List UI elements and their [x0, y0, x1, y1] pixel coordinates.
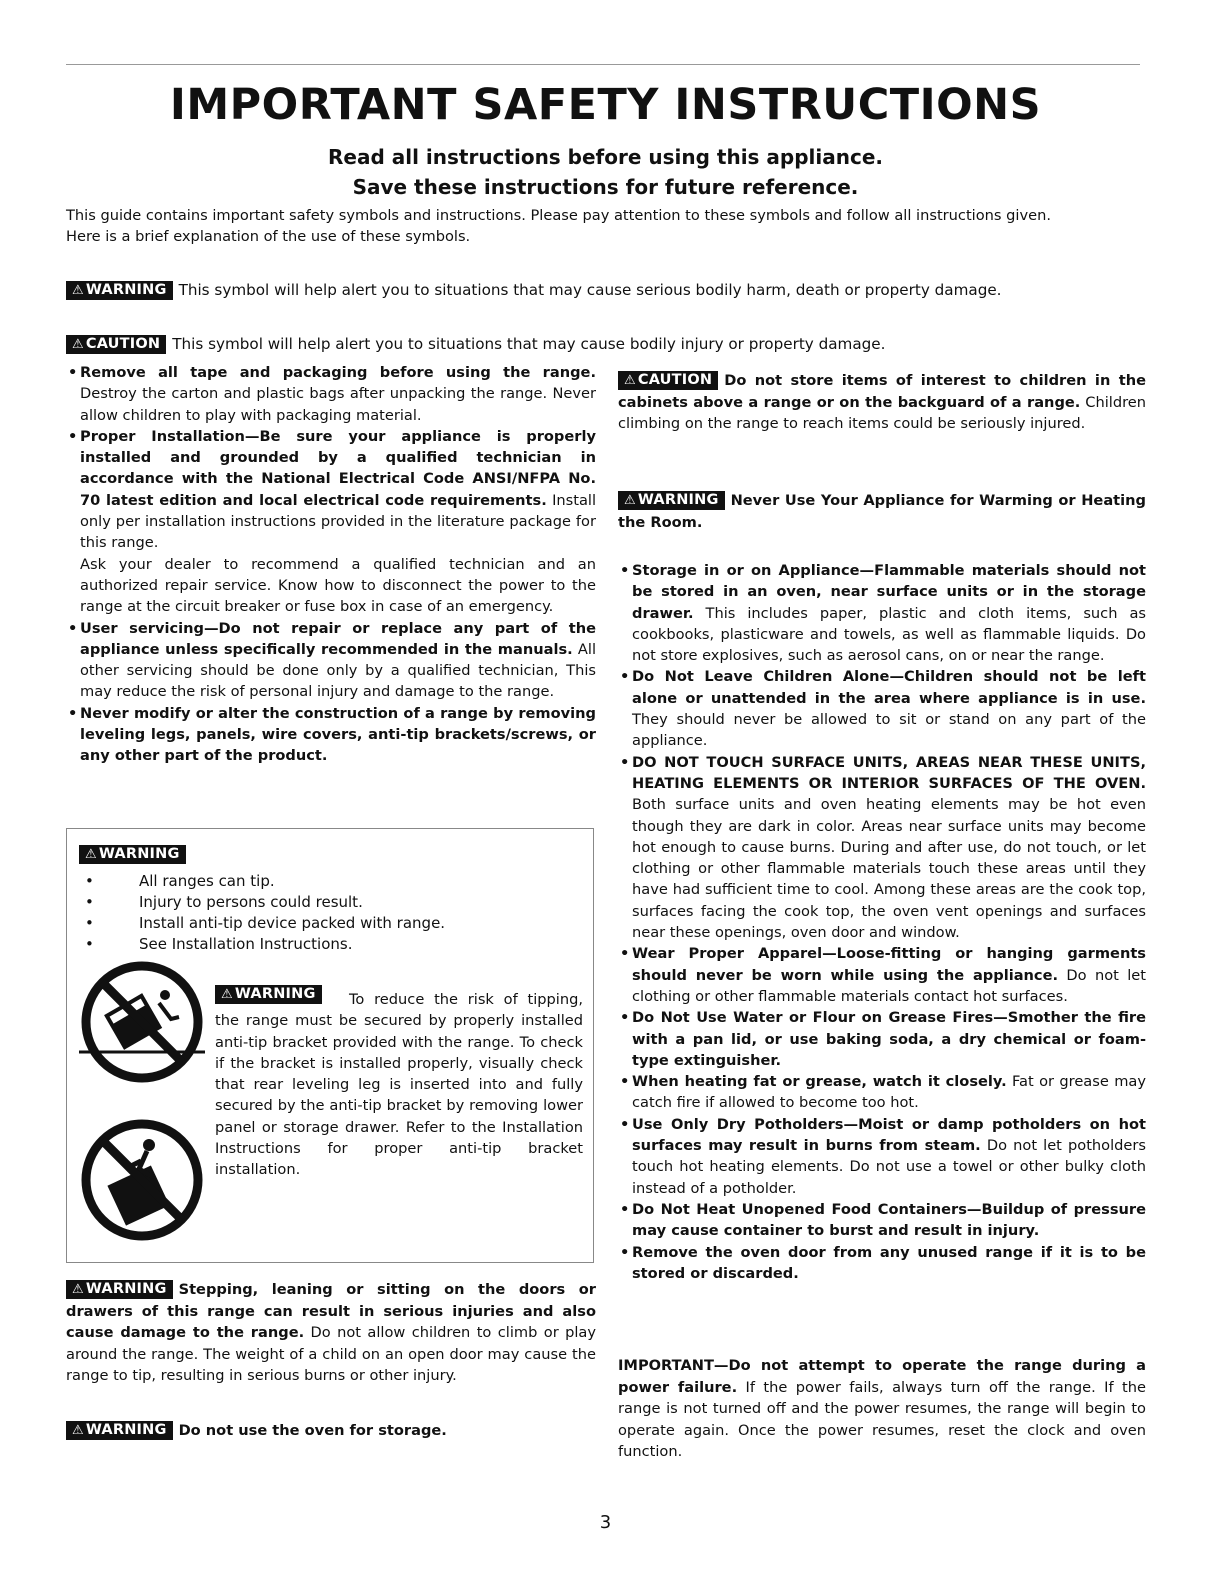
intro: [66, 205, 1151, 247]
list-item: • Storage in or on Appliance—Flammable materials should not be stored in an oven, near surface units or in the storage drawer. This includes paper, plastic and cloth items, such as cookbooks, plasticware and towels, as well as flammable liquids. Do not store explosives, such as aerosol cans, on or near the range.: [618, 560, 1146, 666]
list-item: • Install anti-tip device packed with range.: [83, 913, 445, 934]
anti-tip-instructions: To reduce the risk of tipping, the range must be secured by properly installed anti-tip bracket provided with the range. To check if the bracket is installed properly, visually check that rear leveling leg is inserted into and fully secured by the anti-tip bracket by removing lower panel or storage drawer. Refer to the Installation Instructions for proper anti-tip bracket installation.: [215, 991, 583, 1179]
right-column: [618, 560, 1146, 1284]
warning-badge: ⚠ WARNING: [215, 985, 322, 1004]
warning-triangle-icon: ⚠: [624, 493, 636, 508]
list-item: • Proper Installation—Be sure your appliance is properly installed and grounded by a qualified technician in accordance with the National Electrical Code ANSI/NFPA No. 70 latest edition and local electrical code requirements. Install only per installation instructions provided in the literature package for this range.: [66, 426, 596, 554]
list-item: • Never modify or alter the construction of a range by removing leveling legs, panels, wire covers, anti-tip brackets/screws, or any other part of the product.: [66, 703, 596, 767]
list-item: • User servicing—Do not repair or replace any part of the appliance unless specifically recommended in the manuals. All other servicing should be done only by a qualified technician, This may reduce the risk of personal injury and damage to the range.: [66, 618, 596, 703]
list-item: • Injury to persons could result.: [83, 892, 445, 913]
list-item: • Wear Proper Apparel—Loose-fitting or hanging garments should never be worn while using the appliance. Do not let clothing or other flammable materials contact hot surfaces.: [618, 943, 1146, 1007]
list-item: • Use Only Dry Potholders—Moist or damp potholders on hot surfaces may result in burns from steam. Do not let potholders touch hot heating elements. Do not use a towel or other bulky cloth instead of a potholder.: [618, 1114, 1146, 1199]
warning-triangle-icon: ⚠: [72, 1282, 84, 1297]
caution-badge: ⚠ CAUTION: [66, 335, 166, 354]
heating-warning: ⚠ WARNING Never Use Your Appliance for Warming or Heating the Room.: [618, 492, 1146, 531]
caution-explanation-text: This symbol will help alert you to situations that may cause bodily injury or property damage.: [172, 335, 886, 353]
warning-badge: ⚠ WARNING: [66, 1421, 173, 1440]
warning-badge: ⚠ WARNING: [66, 281, 173, 300]
list-item: • Remove the oven door from any unused range if it is to be stored or discarded.: [618, 1242, 1146, 1285]
list-item: • Do Not Use Water or Flour on Grease Fires—Smother the fire with a pan lid, or use baking soda, a dry chemical or foam-type extinguisher.: [618, 1007, 1146, 1071]
list-item: • Do Not Leave Children Alone—Children should not be left alone or unattended in the area where appliance is in use. They should never be allowed to sit or stand on any part of the appliance.: [618, 666, 1146, 751]
dealer-paragraph: Ask your dealer to recommend a qualified technician and an authorized repair service. Know how to disconnect the power to the range at the circuit breaker or fuse box in case of an emergency.: [80, 555, 596, 616]
right-safety-list: [618, 560, 1146, 1284]
anti-tip-list: [83, 871, 445, 955]
warning-explanation-text: This symbol will help alert you to situations that may cause serious bodily harm, death or property damage.: [178, 281, 1002, 299]
power-failure-notice: IMPORTANT—Do not attempt to operate the range during a power failure. If the power fails, always turn off the range. If the range is not turned off and the power resumes, the range will begin to operate again. Once the power resumes, reset the clock and oven function.: [618, 1357, 1146, 1460]
page-title: IMPORTANT SAFETY INSTRUCTIONS: [169, 80, 1042, 130]
intro-line-2: Here is a brief explanation of the use of these symbols.: [66, 228, 471, 245]
warning-triangle-icon: ⚠: [72, 1423, 84, 1438]
warning-triangle-icon: ⚠: [221, 987, 233, 1002]
children-caution: ⚠ CAUTION Do not store items of interest to children in the cabinets above a range or on the backguard of a range. Children climbing on the range to reach items could be seriously injured.: [618, 372, 1147, 432]
warning-triangle-icon: ⚠: [624, 373, 636, 388]
no-child-climbing-icon: [79, 1117, 205, 1243]
page-number: 3: [599, 1512, 612, 1533]
left-safety-list-2: [66, 618, 596, 767]
warning-triangle-icon: ⚠: [72, 283, 84, 298]
list-item: • DO NOT TOUCH SURFACE UNITS, AREAS NEAR THESE UNITS, HEATING ELEMENTS OR INTERIOR SURFACES OF THE OVEN. Both surface units and oven heating elements may be hot even though they are dark in color. Areas near surface units may become hot enough to cause burns. During and after use, do not touch, or let clothing or other flammable materials touch these areas until they have had sufficient time to cool. Among these areas are the cook top, surfaces facing the cook top, the oven vent openings and surfaces near these openings, oven door and window.: [618, 752, 1146, 944]
top-rule: [66, 64, 1140, 65]
warning-triangle-icon: ⚠: [85, 847, 97, 862]
list-item: • Do Not Heat Unopened Food Containers—Buildup of pressure may cause container to burst and result in injury.: [618, 1199, 1146, 1242]
warning-triangle-icon: ⚠: [72, 337, 84, 352]
no-range-tipping-icon: [79, 959, 205, 1085]
storage-warning: ⚠ WARNING Do not use the oven for storage.: [66, 1420, 596, 1442]
warning-badge: ⚠ WARNING: [66, 1280, 173, 1299]
left-column: [66, 362, 596, 767]
caution-badge: ⚠ CAUTION: [618, 371, 718, 390]
list-item: • Remove all tape and packaging before using the range. Destroy the carton and plastic bags after unpacking the range. Never allow children to play with packaging material.: [66, 362, 596, 426]
stepping-warning: ⚠ WARNING Stepping, leaning or sitting on the doors or drawers of this range can result in serious injuries and also cause damage to the range. Do not allow children to climb or play around the range. The weight of a child on an open door may cause the range to tip, resulting in serious burns or other injury.: [66, 1281, 596, 1384]
list-item: • When heating fat or grease, watch it closely. Fat or grease may catch fire if allowed to become too hot.: [618, 1071, 1146, 1114]
left-safety-list: [66, 362, 596, 554]
list-item: • All ranges can tip.: [83, 871, 445, 892]
subtitle-read-all: Read all instructions before using this appliance.: [327, 145, 884, 169]
warning-symbol-explanation: [66, 279, 1151, 301]
warning-badge: ⚠ WARNING: [618, 491, 725, 510]
list-item: • See Installation Instructions.: [83, 934, 445, 955]
caution-symbol-explanation: [66, 333, 1151, 355]
warning-badge: ⚠ WARNING: [79, 845, 186, 864]
intro-line-1: This guide contains important safety symbols and instructions. Please pay attention to these symbols and follow all instructions given.: [66, 207, 1051, 224]
anti-tip-warning-box: [66, 828, 594, 1263]
subtitle-save: Save these instructions for future reference.: [352, 175, 859, 199]
